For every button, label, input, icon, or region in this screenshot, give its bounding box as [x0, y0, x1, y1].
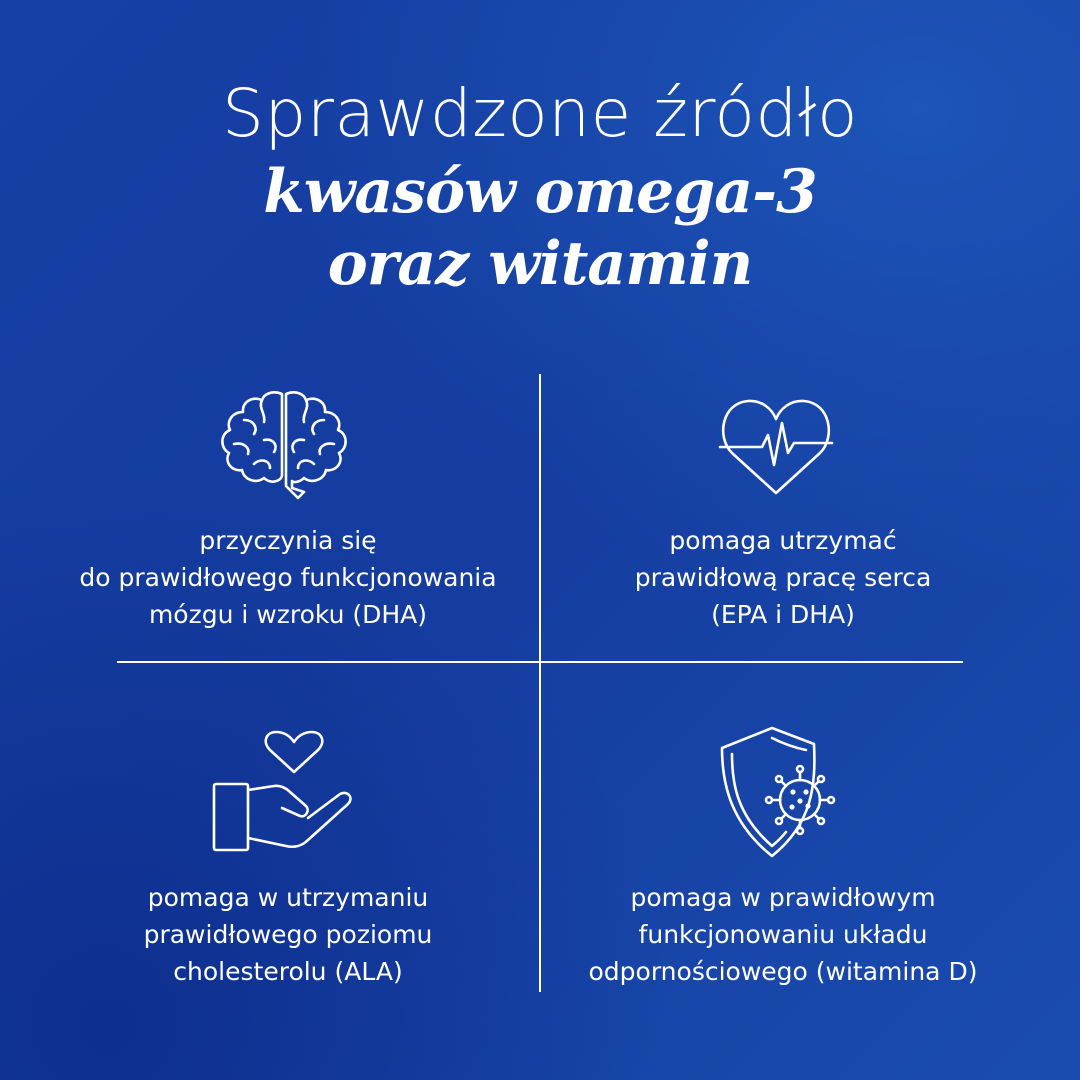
caption-line: funkcjonowaniu układu [638, 920, 928, 949]
headline-line-2: kwasów omega-3 [263, 157, 817, 227]
caption-line: przyczynia się [199, 526, 377, 555]
headline-line-3: oraz witamin [327, 229, 753, 299]
caption-line: mózgu i wzroku (DHA) [148, 600, 428, 629]
caption-line: (EPA i DHA) [711, 600, 855, 629]
caption-line: pomaga w prawidłowym [630, 883, 936, 912]
caption-line: pomaga utrzymać [669, 526, 897, 555]
headline [0, 72, 1080, 300]
shield-virus-icon [718, 726, 846, 858]
benefit-caption-cholesterol [58, 879, 518, 990]
caption-line: prawidłową pracę serca [634, 563, 932, 592]
brain-icon [214, 388, 354, 500]
benefit-caption-immunity [553, 879, 1013, 990]
caption-line: cholesterolu (ALA) [173, 957, 403, 986]
hand-heart-icon [212, 730, 358, 854]
caption-line: do prawidłowego funkcjonowania [79, 563, 497, 592]
heart-pulse-icon [718, 397, 834, 495]
vertical-divider [539, 374, 541, 992]
horizontal-divider [117, 661, 963, 663]
caption-line: odpornościowego (witamina D) [588, 957, 978, 986]
caption-line: prawidłowego poziomu [143, 920, 433, 949]
benefit-caption-heart [553, 522, 1013, 633]
benefit-caption-brain [58, 522, 518, 633]
caption-line: pomaga w utrzymaniu [147, 883, 429, 912]
headline-line-1: Sprawdzone źródło [222, 75, 858, 152]
